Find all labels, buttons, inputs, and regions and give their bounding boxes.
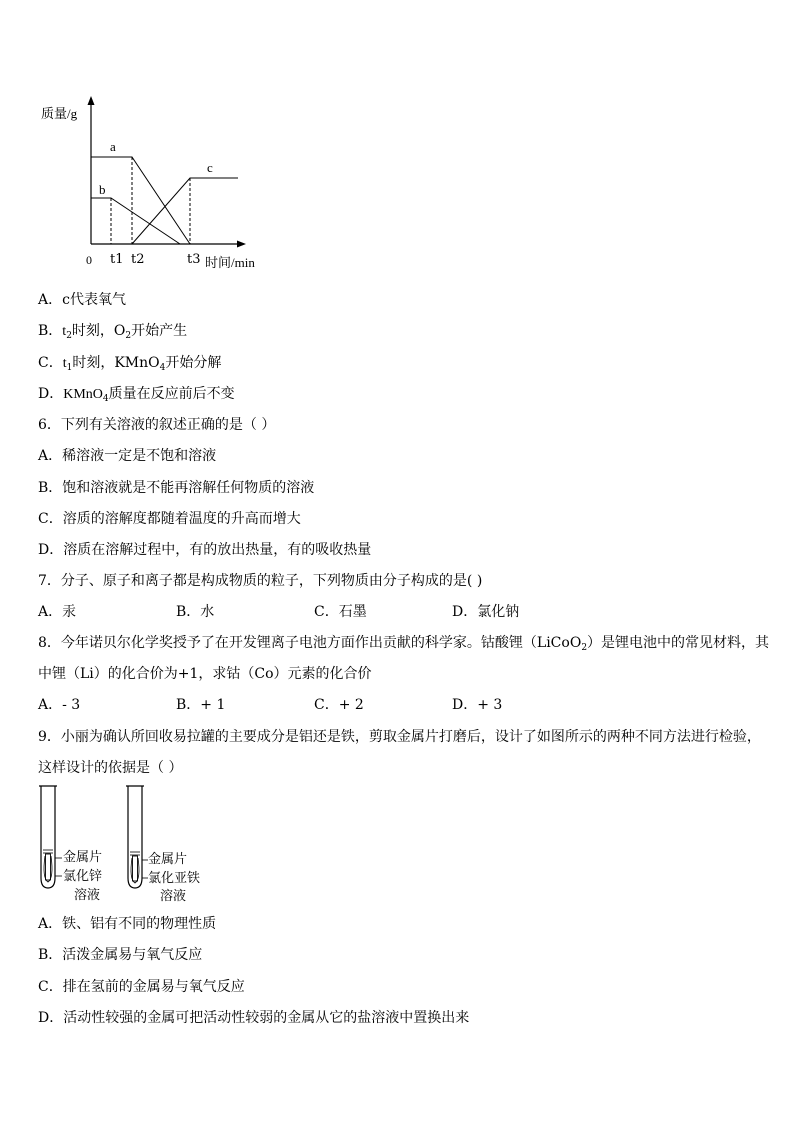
tick-t2-label [131,252,145,268]
tick-t1-text: t1 [110,252,124,267]
q5-option-a [38,291,126,309]
curve-a-label: a [110,139,116,154]
q9-option-a: A．铁、铝有不同的物理性质 [38,916,217,932]
curve-a-line [91,157,190,244]
q5-b-sub2: 2 [125,331,132,341]
test-tube-2 [126,786,148,888]
tube1-label-solution: 溶液 [74,888,101,903]
test-tubes-svg [36,782,226,906]
graph-svg [30,90,280,280]
q5-option-b [38,322,187,341]
tube1-label-metal: 金属片 [63,850,103,865]
q9-stem-line1: 9．小丽为确认所回收易拉罐的主要成分是铝还是铁，剪取金属片打磨后，设计了如图所示的两种不同方法进行检验， [38,729,761,745]
tube2-label-solution: 溶液 [160,889,187,904]
q5-c-mid: 时刻，KMnO [72,355,160,371]
x-axis-arrow [237,241,246,248]
curve-c-label: c [207,160,213,175]
q5-a-text: c代表氧气 [62,292,126,308]
q5-c-sub2: 4 [159,363,166,373]
q8-option-b: B．+ 1 [176,697,226,713]
q8-line1-sub: 2 [581,643,588,653]
q7-option-b: B．水 [176,604,215,620]
q5-d-post: 质量在反应前后不变 [108,386,235,402]
q5-a-prefix: A． [38,292,63,308]
q9-option-b: B．活泼金属易与氧气反应 [38,947,203,963]
q5-c-pre: t [62,356,67,371]
q5-b-sub1: 2 [66,331,72,341]
test-tube-figure [36,782,226,906]
q6-stem: 6．下列有关溶液的叙述正确的是（ ） [38,417,276,433]
tube2-label-fecl2: 氯化亚铁 [148,871,201,886]
q5-c-sub1: 1 [66,363,73,373]
q8-option-a: A．- 3 [38,697,81,713]
curve-c-line [132,178,238,244]
q8-stem-line1 [38,634,769,652]
q5-d-pre: KMnO [63,387,103,402]
x-axis-label: 时间/min [205,255,255,270]
y-axis-label: 质量/g [41,106,78,121]
q5-b-pre: t [62,324,67,339]
q9-option-d: D．活动性较强的金属可把活动性较弱的金属从它的盐溶液中置换出来 [38,1010,470,1026]
tube1-label-zncl2: 氯化锌 [63,869,103,884]
q5-b-post: 开始产生 [131,323,188,339]
q8-option-c: C．+ 2 [314,697,364,713]
q5-option-c [38,354,221,373]
origin-label: 0 [86,253,92,267]
q6-option-c: C．溶质的溶解度都随着温度的升高而增大 [38,511,301,527]
tick-t2-text: t2 [131,252,145,267]
tick-t3-label [187,252,201,268]
q6-option-a: A．稀溶液一定是不饱和溶液 [38,448,217,464]
tick-t1-label [110,252,124,268]
q5-d-sub1: 4 [102,394,109,404]
q8-line1-post: ）是锂电池中的常见材料，其 [587,635,770,651]
q5-d-prefix: D． [38,386,64,402]
tick-t3-text: t3 [187,252,201,267]
test-tube-1 [39,786,62,888]
q5-b-mid: 时刻，O [71,323,126,339]
q7-option-d: D．氯化钠 [452,604,520,620]
q9-stem-line2: 这样设计的依据是（ ） [38,760,183,776]
q5-c-post: 开始分解 [165,355,222,371]
q7-option-c: C．石墨 [314,604,367,620]
q5-option-d [38,385,235,404]
q8-stem-line2: 中锂（Li）的化合价为+1，求钴（Co）元素的化合价 [38,666,372,682]
q6-option-d: D．溶质在溶解过程中，有的放出热量，有的吸收热量 [38,542,372,558]
mass-time-graph [30,90,280,280]
q8-line1-pre: 8．今年诺贝尔化学奖授予了在开发锂离子电池方面作出贡献的科学家。钴酸锂（LiCoO [38,635,582,651]
q5-b-prefix: B． [38,323,63,339]
tube2-label-metal: 金属片 [148,852,188,867]
q6-option-b: B．饱和溶液就是不能再溶解任何物质的溶液 [38,480,315,496]
q5-c-prefix: C． [38,355,63,371]
q9-option-c: C．排在氢前的金属易与氧气反应 [38,979,245,995]
curve-b-label: b [99,182,106,197]
q7-stem: 7．分子、原子和离子都是构成物质的粒子，下列物质由分子构成的是( ) [38,573,483,589]
q8-option-d: D．+ 3 [452,697,503,713]
y-axis-arrow [88,96,95,105]
q7-option-a: A．汞 [38,604,77,620]
